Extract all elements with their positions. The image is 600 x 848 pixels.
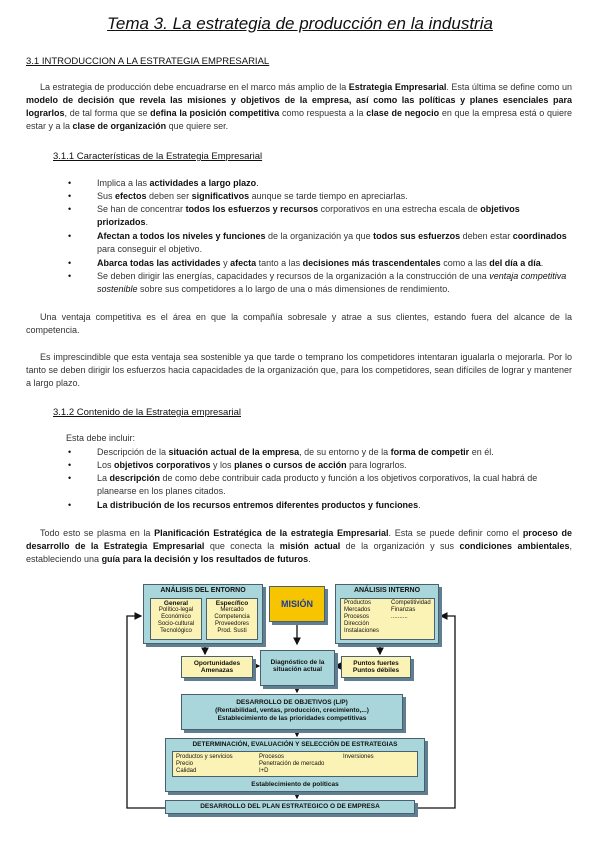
mission-box [269, 586, 325, 622]
strategic-planning-diagram [115, 582, 467, 820]
list-item: Se han de concentrar todos los esfuerzos y recursos corporativos en una estrecha escala de objetivos priorizados. [97, 204, 520, 227]
specific-box: Específico Mercado Competencia Proveedores Prod. Susti [206, 598, 258, 640]
external-analysis-title: ANÁLISIS DEL ENTORNO [160, 587, 246, 594]
external-analysis-box [143, 584, 263, 644]
strengths-box: Puntos fuertes Puntos débiles [341, 656, 411, 678]
content-intro: Esta debe incluir: [66, 433, 136, 443]
opportunities-box: Oportunidades Amenazas [181, 656, 253, 678]
policies-label: Establecimiento de políticas [251, 781, 339, 788]
list-item: La descripción de como debe contribuir cada producto y función a los objetivos corporativos, la cual habrá de planearse en los planes citados. [97, 473, 538, 496]
page-title: Tema 3. La estrategia de producción en la industria [107, 14, 493, 33]
sustainability-paragraph: Es imprescindible que esta ventaja sea sostenible ya que tarde o temprano los competidores intentaran igualarla o mejorarla. Por lo tanto se deben dirigir los esfuerzos hacia capacidades de la organización que, para los competidores, sean difíciles de lograr y mantener a largo plazo. [26, 352, 572, 388]
strategic-plan-box: DESARROLLO DEL PLAN ESTRATEGICO O DE EMPRESA [165, 800, 415, 814]
diagnosis-box: Diagnóstico de la situación actual [260, 650, 335, 686]
strategies-title: DETERMINACIÓN, EVALUACIÓN Y SELECCIÓN DE ESTRATEGIAS [192, 741, 398, 748]
list-item: Sus efectos deben ser significativos aunque se tarde tiempo en apreciarlas. [97, 191, 408, 201]
list-item: Abarca todas las actividades y afecta tanto a las decisiones más trascendentales como a las del día a día. [97, 258, 544, 268]
list-item: Descripción de la situación actual de la empresa, de su entorno y de la forma de competir en él. [97, 447, 494, 457]
planning-paragraph: Todo esto se plasma en la Planificación Estratégica de la estrategia Empresarial. Esta se puede definir como el proceso de desarrollo de la Estrategia Empresarial que conecta la misión actual de la organización y sus condiciones ambientales, estableciendo una guía para la decisión y los resultados de futuros. [26, 528, 573, 564]
internal-items-box: Productos Mercados Procesos Dirección Instalaciones Competitividad Finanzas .......... [340, 598, 435, 640]
section-heading-3-1-2: 3.1.2 Contenido de la Estrategia empresarial [53, 407, 242, 418]
list-item: La distribución de los recursos entremos diferentes productos y funciones. [97, 500, 421, 510]
section-3-1-paragraph: La estrategia de producción debe encuadrarse en el marco más amplio de la Estrategia Empresarial. Esta última se define como un modelo de decisión que revela las misiones y objetivos de la empresa, así como las políticas y planes esenciales para lograrlos, de tal forma que se defina la posición competitiva como respuesta a la clase de negocio en que la empresa está o quiere estar y a la clase de organización que quiere ser. [26, 82, 573, 131]
strategies-items-box: Productos y servicios Precio Calidad Procesos Penetración de mercado I+D Inversiones [172, 751, 418, 777]
strategies-box [165, 738, 425, 792]
internal-analysis-box [335, 584, 439, 644]
general-box: General Político-legal Económico Socio-cultural Tecnológico [150, 598, 202, 640]
list-item: Los objetivos corporativos y los planes o cursos de acción para lograrlos. [97, 460, 407, 470]
section-heading-3-1-1: 3.1.1 Características de la Estrategia Empresarial [53, 151, 263, 162]
section-heading-3-1: 3.1 INTRODUCCION A LA ESTRATEGIA EMPRESARIAL [26, 56, 270, 67]
mission-label: MISIÓN [280, 598, 313, 609]
competitive-advantage-paragraph: Una ventaja competitiva es el área en que la compañía sobresale y atrae a sus clientes, estando fuera del alcance de la competencia. [26, 312, 572, 335]
objectives-box: DESARROLLO DE OBJETIVOS (L/P) (Rentabilidad, ventas, producción, crecimiento,...) Establecimiento de las prioridades competitivas [181, 694, 403, 730]
list-item: Implica a las actividades a largo plazo. [97, 178, 259, 188]
page: Tema 3. La estrategia de producción en la industria 3.1 INTRODUCCION A LA ESTRATEGIA EMPRESARIAL La estrategia de producción debe encuadrarse en el marco más amplio de la Estrategia Empresarial. Esta última se define como un modelo de decisión que revela las misiones y objetivos de la empresa, así como las políticas y planes esenciales para lograrlos, de tal forma que se defina la posición competitiva como respuesta a la clase de negocio en que la empresa está o quiere estar y a la clase de organización que quiere ser. 3.1.1 Características de la Estrategia Empresarial • Implica a las actividades a largo plazo. • Sus efectos deben ser significativos aunque se tarde tiempo en apreciarlas. • Se han de concentrar todos los esfuerzos y recursos corporativos en una estrecha escala de objetivos priorizados. • Afectan a todos los niveles y funciones de la organización ya que todos sus esfuerzos deben estar coordinados para conseguir el objetivo. • Abarca todas las actividades y afecta tanto a las decisiones más trascendentales como a las del día a día. • Se deben dirigir las energías, capacidades y recursos de la organización a la construcción de una ventaja competitiva sostenible sobre sus competidores a lo largo de una o más dimensiones de rendimiento. Una ventaja competitiva es el área en que la compañía sobresale y atrae a sus clientes, estando fuera del alcance de la competencia. Es imprescindible que esta ventaja sea sostenible ya que tarde o temprano los competidores intentaran igualarla o mejorarla. Por lo tanto se deben dirigir los esfuerzos hacia capacidades de la organización que, para los competidores, sean difíciles de lograr y mantener a largo plazo. 3.1.2 Contenido de la Estrategia empresarial Esta debe incluir: • Descripción de la situación actual de la empresa, de su entorno y de la forma de competir en él. • Los objetivos corporativos y los planes o cursos de acción para lograrlos. • La descripción de como debe contribuir cada producto y función a los objetivos corporativos, la cual habrá de planearse en los planes citados. • La distribución de los recursos entremos diferentes productos y funciones. Todo esto se plasma en la Planificación Estratégica de la estrategia Empresarial. Esta se puede definir como el proceso de desarrollo de la Estrategia Empresarial que conecta la misión actual de la organización y sus condiciones ambientales, estableciendo una guía para la decisión y los resultados de futuros. ANÁLISIS DEL ENTORNO General Político-legal Económico Socio-cultural Tecnológico Específico Mercado Competencia Proveedores Prod. Susti MISIÓN ANÁLISIS INTERNO Productos Mercados Procesos Dirección Instalaciones Competitividad Finanzas .......... Oportunidades Amenazas Diagnóstico de la situación actual Puntos fuertes Puntos débiles DESARROLLO DE OBJETIVOS (L/P) (Rentabilidad, ventas, producción, crecimiento,...) Establecimiento de las prioridades competitivas DETERMINACIÓN, EVALUACIÓN Y SELECCIÓN DE ESTRATEGIAS Productos y servicios Precio Calidad Procesos Penetración de mercado I+D Inversiones Establecimiento de políticas DESARROLLO DEL PLAN ESTRATEGICO O DE EMPRESA [0, 0, 600, 848]
list-item: Afectan a todos los niveles y funciones de la organización ya que todos sus esfuerzos deben estar coordinados para conseguir el objetivo. [97, 231, 567, 254]
list-item: Se deben dirigir las energías, capacidades y recursos de la organización a la construcción de una ventaja competitiva sostenible sobre sus competidores a lo largo de una o más dimensiones de rendimiento. [97, 271, 567, 294]
internal-analysis-title: ANÁLISIS INTERNO [353, 587, 421, 594]
